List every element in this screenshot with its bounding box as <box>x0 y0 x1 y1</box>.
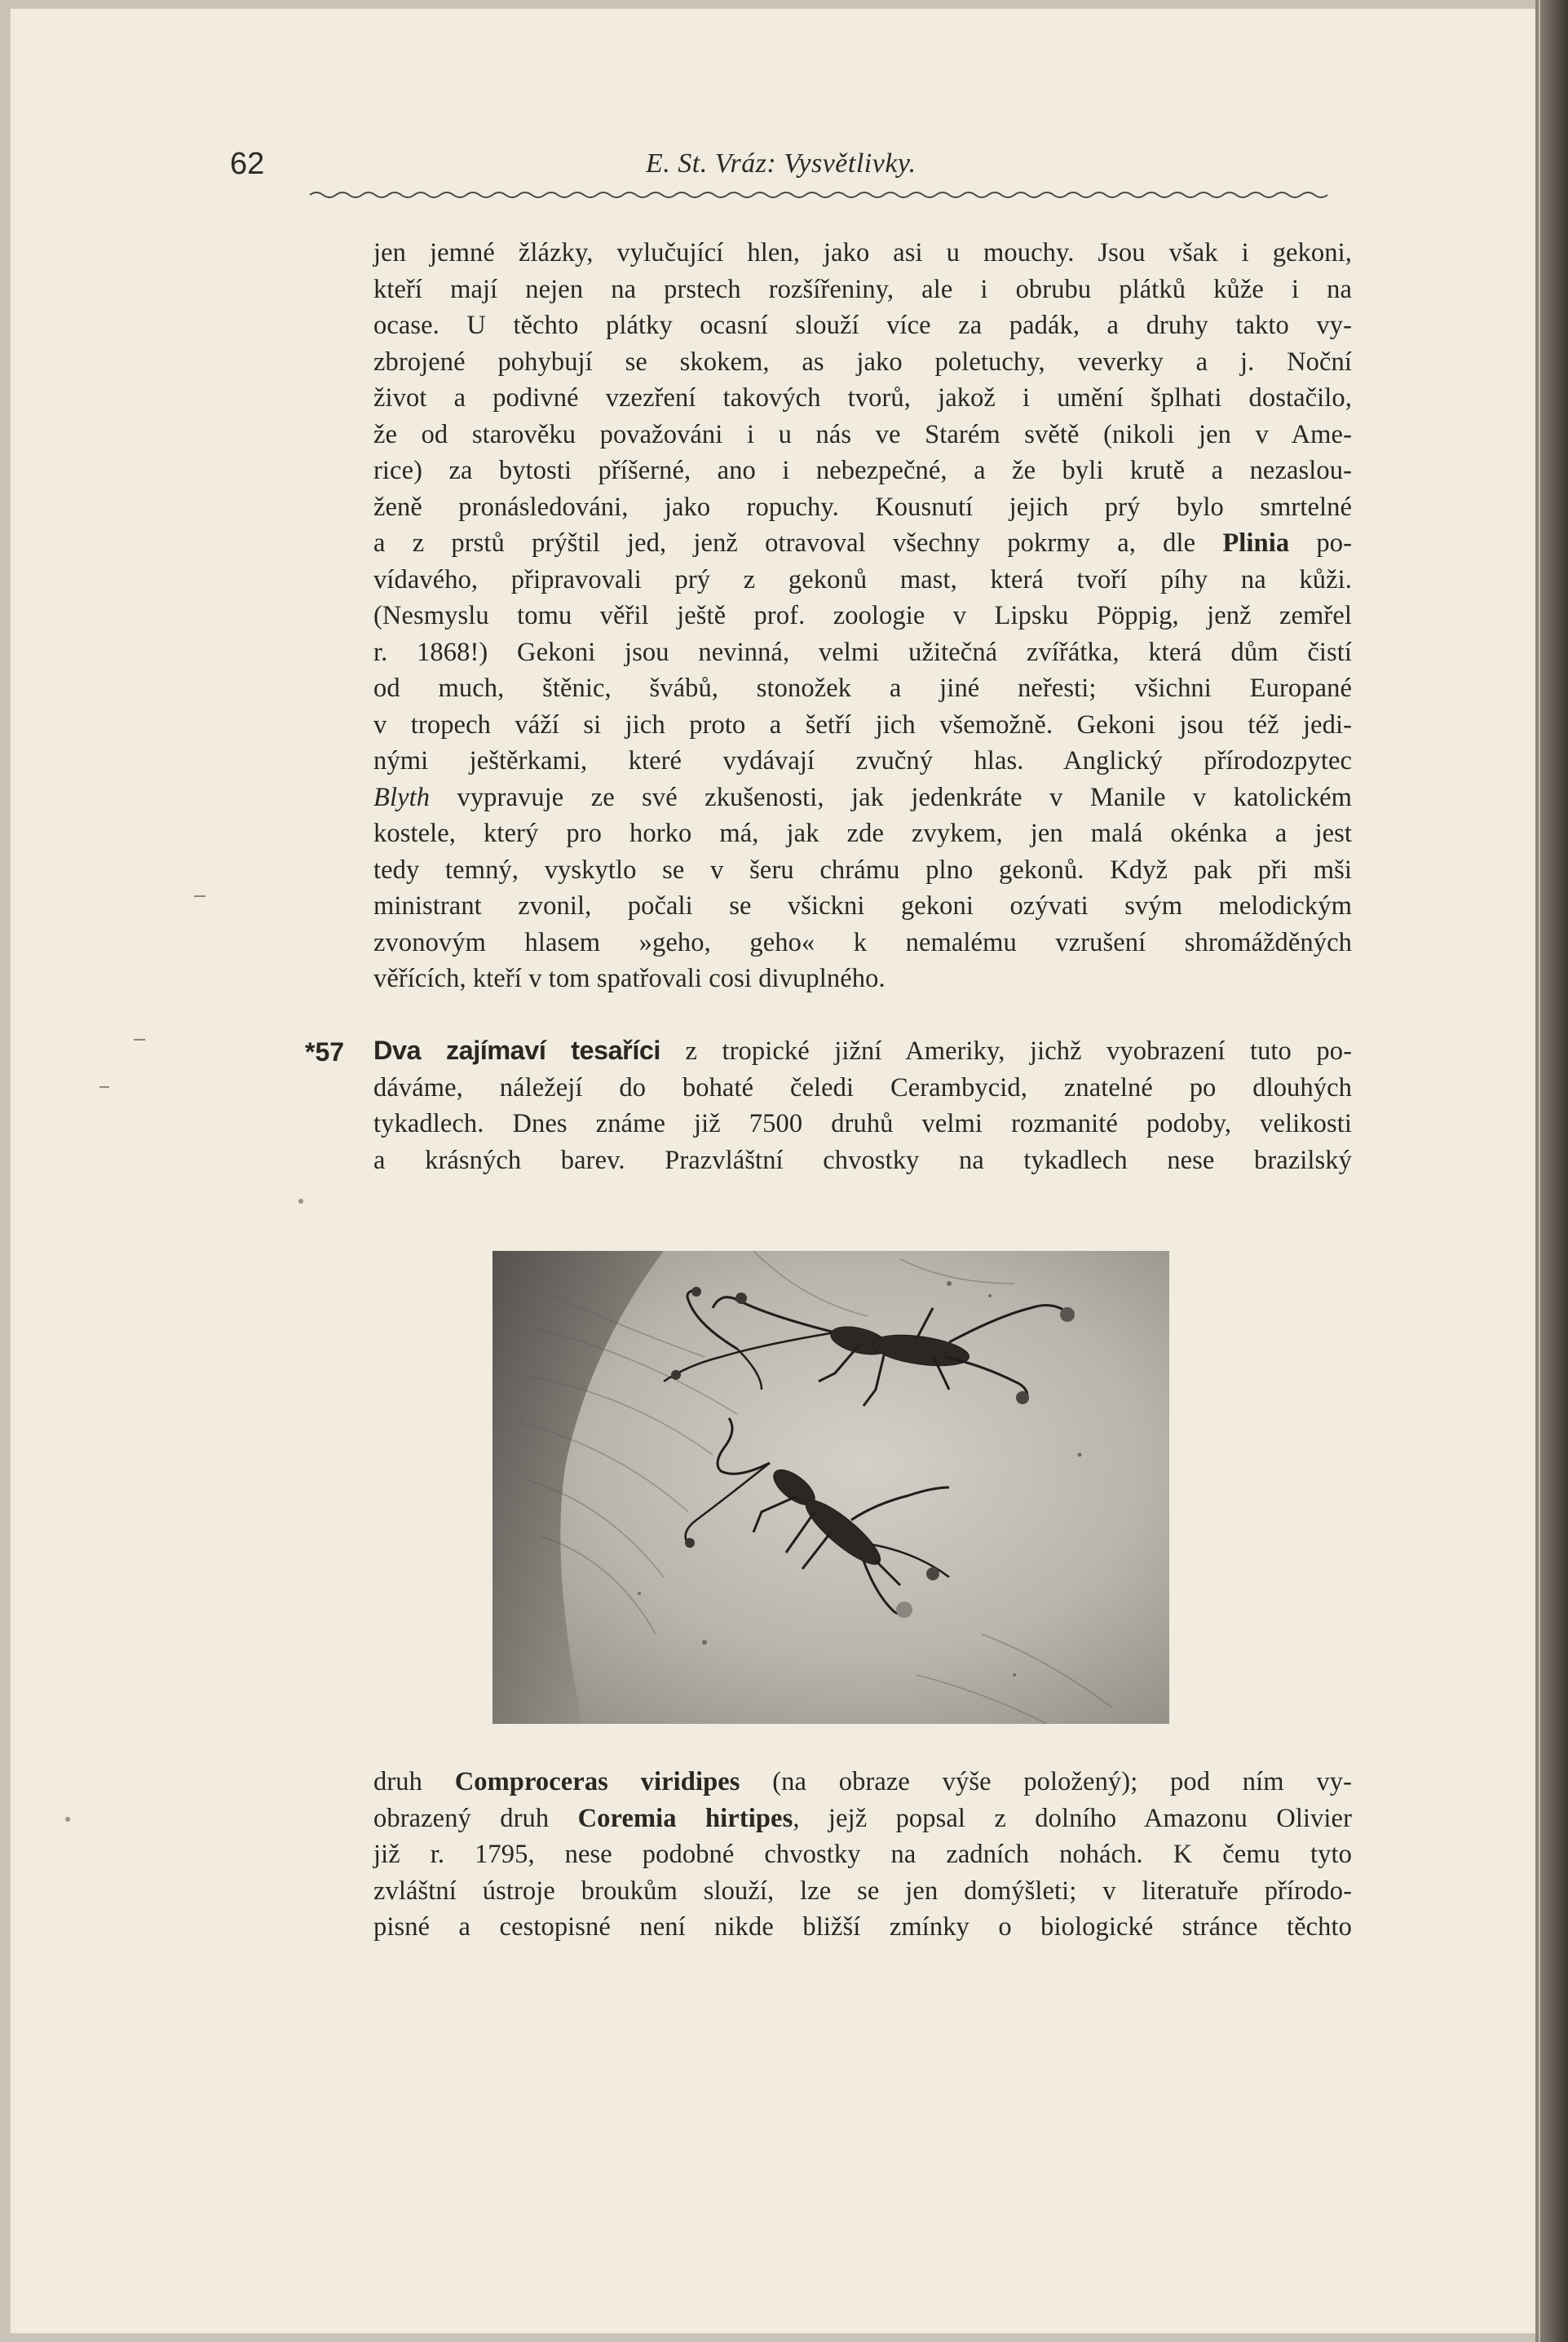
margin-dot <box>298 1199 303 1204</box>
note-57-line-1 <box>373 1032 1352 1070</box>
text-line: obrazený druh Coremia hirtipes, jejž popsal z dolního Amazonu Olivier <box>373 1803 1353 1833</box>
text-line: druh Comproceras viridipes (na obraze výše položený); pod ním vy- <box>373 1767 1352 1796</box>
text-line: zbrojené pohybují se skokem, as jako poletuchy, veverky a j. Noční <box>373 347 1352 377</box>
text-line: již r. 1795, nese podobné chvostky na zadních nohách. K čemu tyto <box>373 1840 1352 1869</box>
page-number: 62 <box>230 147 265 181</box>
emphasis-bold: Coremia hirtipes <box>577 1803 793 1833</box>
text-line: ocase. U těchto plátky ocasní slouží více za padák, a druhy takto vy- <box>373 311 1352 340</box>
page-header <box>222 147 1355 184</box>
species-paragraph <box>373 1764 1352 1946</box>
text-line: jen jemné žlázky, vylučující hlen, jako asi u mouchy. Jsou však i gekoni, <box>373 238 1352 267</box>
text-line: od much, štěnic, švábů, stonožek a jiné neřesti; všichni Europané <box>373 674 1352 703</box>
text-line: rice) za bytosti příšerné, ano i nebezpečné, a že byli krutě a nezaslou- <box>373 456 1352 485</box>
text-line: (Nesmyslu tomu věřil ještě prof. zoologie v Lipsku Pöppig, jenž zemřel <box>373 601 1352 630</box>
emphasis-bold: Comproceras viridipes <box>454 1767 740 1796</box>
note-57-first-line-rest: z tropické jižní Ameriky, jichž vyobrazení tuto po- <box>685 1036 1352 1066</box>
header-wavy-rule <box>310 189 1350 201</box>
gecko-paragraph <box>373 235 1352 997</box>
text-line: v tropech váží si jich proto a šetří jich všemožně. Gekoni jsou též jedi- <box>373 709 1352 740</box>
text-line: zvláštní ústroje broukům slouží, lze se jen domýšleti; v literatuře přírodo- <box>373 1876 1352 1906</box>
text-line: Blyth vypravuje ze své zkušenosti, jak jedenkráte v Manile v katolickém <box>373 782 1352 812</box>
note-57-line: dáváme, náležejí do bohaté čeledi Cerambycid, znatelné po dlouhých <box>373 1072 1352 1103</box>
text-line: věřících, kteří v tom spatřovali cosi divuplného. <box>373 964 886 993</box>
text-line: a z prstů prýštil jed, jenž otravoval všechny pokrmy a, dle Plinia po- <box>373 528 1352 558</box>
text-line: kostele, který pro horko má, jak zde zvykem, jen malá okénka a jest <box>373 819 1352 848</box>
note-57-lead: Dva zajímaví tesaříci <box>373 1036 660 1065</box>
text-line: kteří mají nejen na prstech rozšířeniny, ale i obrubu plátků kůže i na <box>373 274 1352 304</box>
margin-dot <box>65 1817 70 1822</box>
text-line: že od starověku považováni i u nás ve Starém světě (nikoli jen v Ame- <box>373 419 1352 449</box>
text-line: ministrant zvonil, počali se všickni gekoni ozývati svým melodickým <box>373 891 1352 921</box>
note-57-paragraph <box>373 1032 1352 1178</box>
note-number-57: *57 <box>305 1037 345 1067</box>
running-title: E. St. Vráz: Vysvětlivky. <box>646 148 917 179</box>
beetles-photograph <box>492 1251 1169 1724</box>
text-line: tedy temný, vyskytlo se v šeru chrámu plno gekonů. Když pak při mši <box>373 855 1352 885</box>
emphasis-italic: Blyth <box>373 782 431 812</box>
note-57-line: tykadlech. Dnes známe již 7500 druhů velmi rozmanité podoby, velikosti <box>373 1109 1352 1138</box>
text-line: pisné a cestopisné není nikde bližší zmínky o biologické stránce těchto <box>373 1912 1352 1942</box>
margin-mark <box>99 1086 109 1088</box>
text-line: r. 1868!) Gekoni jsou nevinná, velmi užitečná zvířátka, která dům čistí <box>373 637 1352 667</box>
margin-mark <box>134 1039 145 1041</box>
margin-mark <box>194 895 205 897</box>
book-page <box>10 8 1536 2334</box>
note-57-line: a krásných barev. Prazvláštní chvostky na tykadlech nese brazilský <box>373 1145 1352 1175</box>
text-line: život a podivné vzezření takových tvorů, jakož i umění šplhati dostačilo, <box>373 383 1352 413</box>
text-line: nými ještěrkami, které vydávají zvučný hlas. Anglický přírodozpytec <box>373 746 1352 776</box>
text-line: vídavého, připravovali prý z gekonů mast, která tvoří píhy na kůži. <box>373 564 1352 594</box>
page-edge <box>1535 0 1568 2342</box>
emphasis-bold: Plinia <box>1222 528 1290 558</box>
text-line: ženě pronásledováni, jako ropuchy. Kousnutí jejich prý bylo smrtelné <box>373 492 1352 522</box>
text-line: zvonovým hlasem »geho, geho« k nemalému vzrušení shromážděných <box>373 927 1352 957</box>
